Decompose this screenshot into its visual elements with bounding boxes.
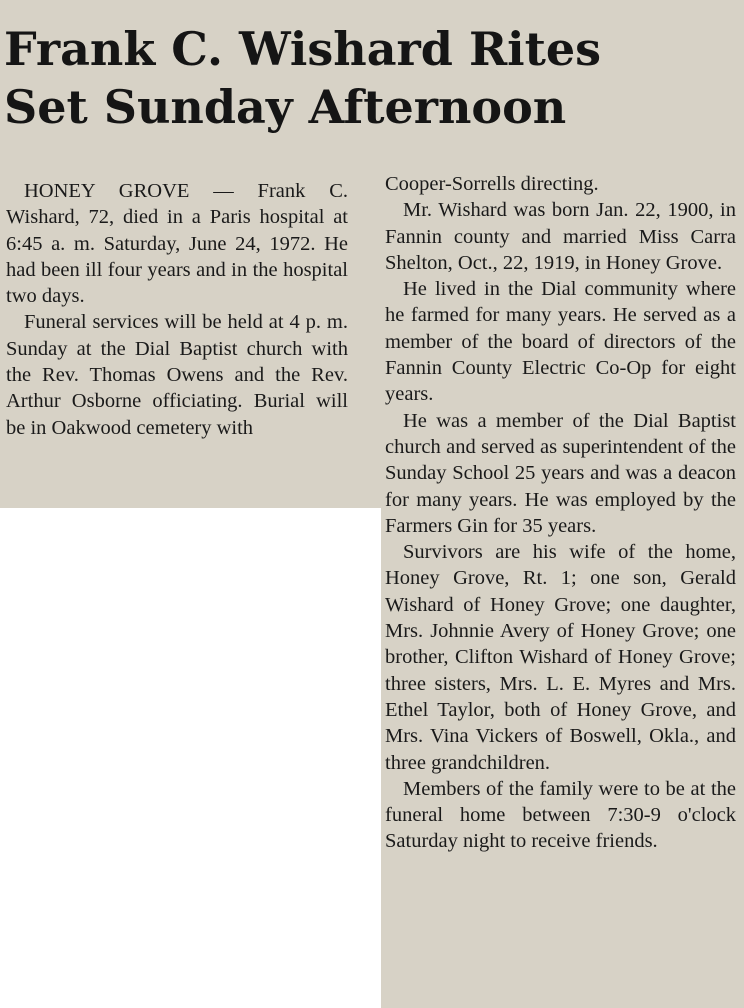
headline-line-1: Frank C. Wishard Rites [4, 22, 602, 76]
article-paragraph-dateline: HONEY GROVE — Frank C. Wishard, 72, died in a Paris hospital at 6:45 a. m. Saturday, June 24, 1972. He had been ill four years and in the hospital two days. [6, 180, 348, 308]
headline [4, 20, 740, 136]
article-paragraph-survivors: Survivors are his wife of the home, Honey Grove, Rt. 1; one son, Gerald Wishard of Honey Grove; one daughter, Mrs. Johnnie Avery of Honey Grove; one brother, Clifton Wishard of Honey Grove; three sisters, Mrs. L. E. Myres and Mrs. Ethel Taylor, both of Honey Grove, and Mrs. Vina Vickers of Boswell, Okla., and three grandchildren. [385, 541, 736, 774]
article-paragraph-funeral-continued: Cooper-Sorrells directing. [385, 173, 599, 195]
article-column-left [6, 178, 348, 441]
article-paragraph-funeral: Funeral services will be held at 4 p. m. Sunday at the Dial Baptist church with the Rev. Thomas Owens and the Rev. Arthur Osborne officiating. Burial will be in Oakwood cemetery with [6, 311, 348, 439]
headline-line-2: Set Sunday Afternoon [4, 80, 567, 134]
article-paragraph-birth: Mr. Wishard was born Jan. 22, 1900, in Fannin county and married Miss Carra Shelton, Oct., 22, 1919, in Honey Grove. [385, 199, 736, 274]
article-paragraph-church: He was a member of the Dial Baptist church and served as superintendent of the Sunday School 25 years and was a deacon for many years. He was employed by the Farmers Gin for 35 years. [385, 409, 736, 537]
article-paragraph-visitation: Members of the family were to be at the funeral home between 7:30-9 o'clock Saturday night to receive friends. [385, 777, 736, 853]
article-column-right [385, 171, 736, 855]
article-paragraph-career: He lived in the Dial community where he farmed for many years. He served as a member of the board of directors of the Fannin County Electric Co-Op for eight years. [385, 278, 736, 406]
